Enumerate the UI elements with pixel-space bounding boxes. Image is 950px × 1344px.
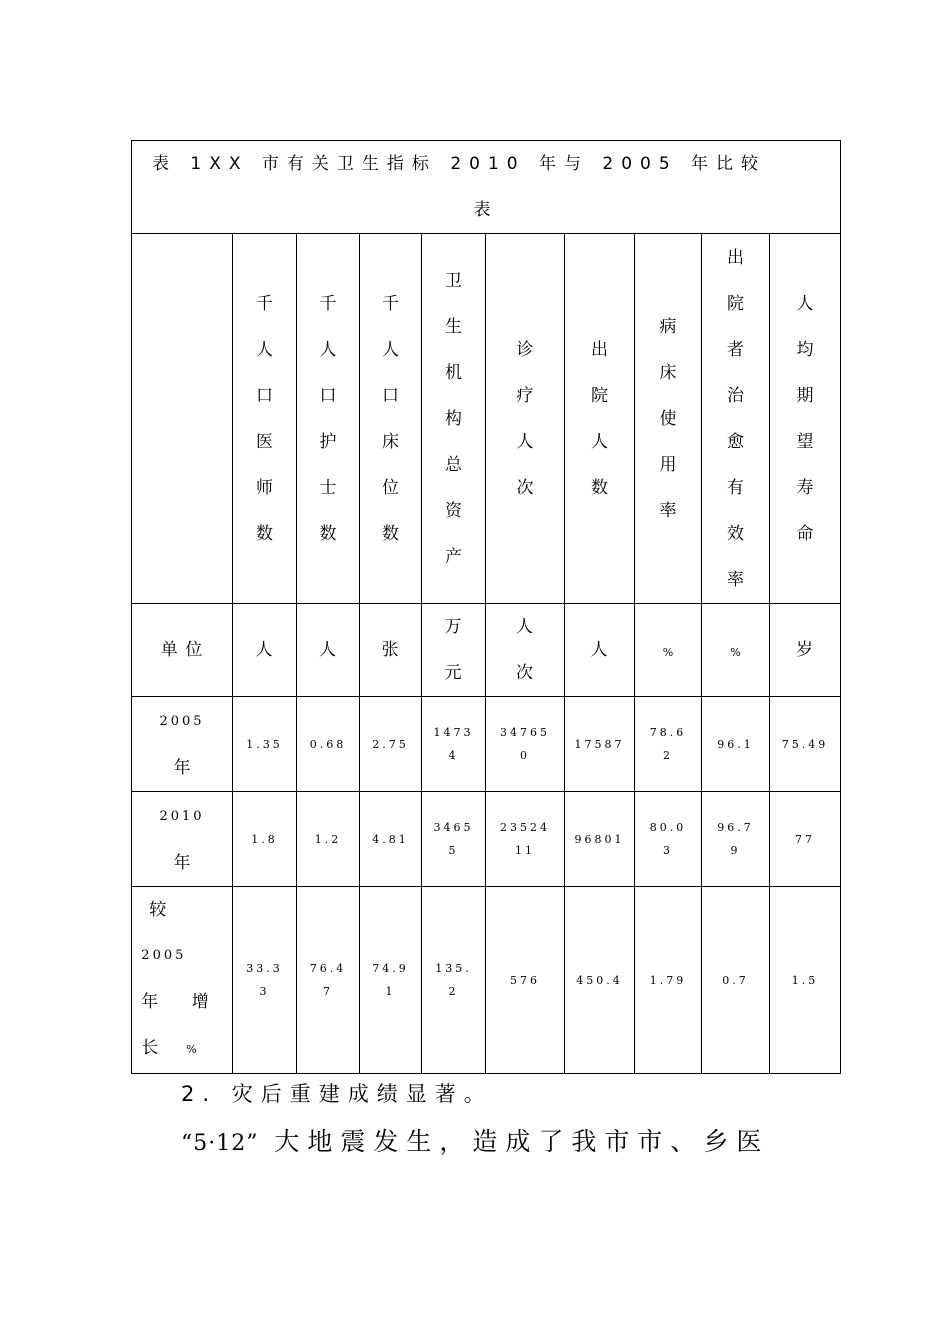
header-total-assets: 卫 生 机 构 总 资 产 [445, 270, 462, 567]
table-cell: 0.7 [702, 887, 770, 1074]
table-cell: 80.0 3 [635, 792, 702, 887]
header-cell [702, 234, 770, 604]
header-cell [360, 234, 422, 604]
table-cell: 76.4 7 [297, 887, 360, 1074]
header-cell [565, 234, 635, 604]
header-cure-rate: 出 院 者 治 愈 有 效 率 [727, 247, 744, 590]
unit-cell: % [635, 604, 702, 697]
table-cell: 4.81 [360, 792, 422, 887]
header-bed-usage-rate: 病 床 使 用 率 [659, 316, 677, 521]
unit-row-label: 单 位 [132, 604, 233, 697]
unit-cell: 人 次 [486, 604, 565, 697]
table-cell: 78.6 2 [635, 697, 702, 792]
table-cell: 1.2 [297, 792, 360, 887]
table-caption-line2: 表 [473, 200, 499, 220]
unit-cell: 人 [297, 604, 360, 697]
row-label-2010: 2010 年 [132, 792, 233, 887]
table-cell: 1.79 [635, 887, 702, 1074]
row-label-growth: 较 2005 年 增 长 % [132, 887, 233, 1074]
header-discharges: 出 院 人 数 [591, 339, 608, 498]
section-heading: 2. 灾后重建成绩显著。 [181, 1082, 493, 1106]
unit-cell: 人 [233, 604, 297, 697]
table-cell: 77 [770, 792, 841, 887]
header-cell-empty [132, 234, 233, 604]
unit-cell: 人 [565, 604, 635, 697]
table-header-row [132, 234, 841, 604]
table-row-2005 [132, 697, 841, 792]
quote-date: “5·12” [181, 1131, 259, 1156]
header-cell [233, 234, 297, 604]
header-life-expectancy: 人 均 期 望 寿 命 [796, 293, 814, 544]
unit-cell: 张 [360, 604, 422, 697]
header-cell [635, 234, 702, 604]
table-cell: 1.5 [770, 887, 841, 1074]
header-cell [297, 234, 360, 604]
header-visits: 诊 疗 人 次 [516, 339, 534, 498]
unit-row [132, 604, 841, 697]
table-cell: 75.49 [770, 697, 841, 792]
table-cell: 135. 2 [422, 887, 486, 1074]
header-cell [770, 234, 841, 604]
table-cell: 96801 [565, 792, 635, 887]
table-caption [132, 141, 841, 234]
table-cell: 1.8 [233, 792, 297, 887]
table-cell: 2.75 [360, 697, 422, 792]
health-indicators-table [131, 140, 841, 1074]
table-cell: 576 [486, 887, 565, 1074]
paragraph-text: 大地震发生，造成了我市市、乡医 [258, 1127, 770, 1156]
row-label-2005: 2005 年 [132, 697, 233, 792]
table-cell: 1473 4 [422, 697, 486, 792]
header-doctors-per-1000: 千 人 口 医 师 数 [256, 293, 273, 544]
table-cell: 33.3 3 [233, 887, 297, 1074]
unit-cell: % [702, 604, 770, 697]
table-row-2010 [132, 792, 841, 887]
unit-cell: 万 元 [422, 604, 486, 697]
table-cell: 23524 11 [486, 792, 565, 887]
table-cell: 17587 [565, 697, 635, 792]
table-cell: 96.7 9 [702, 792, 770, 887]
table-cell: 1.35 [233, 697, 297, 792]
table-cell: 34765 0 [486, 697, 565, 792]
table-cell: 3465 5 [422, 792, 486, 887]
header-beds-per-1000: 千 人 口 床 位 数 [382, 293, 399, 544]
header-nurses-per-1000: 千 人 口 护 士 数 [319, 293, 337, 544]
table-cell: 96.1 [702, 697, 770, 792]
table-cell: 0.68 [297, 697, 360, 792]
table-cell: 450.4 [565, 887, 635, 1074]
header-cell [486, 234, 565, 604]
table-cell: 74.9 1 [360, 887, 422, 1074]
unit-cell: 岁 [770, 604, 841, 697]
header-cell [422, 234, 486, 604]
table-caption-line1: 表 1XX 市有关卫生指标 2010 年与 2005 年比较 [152, 154, 767, 174]
table-row-growth [132, 887, 841, 1074]
body-paragraph [181, 1122, 769, 1158]
